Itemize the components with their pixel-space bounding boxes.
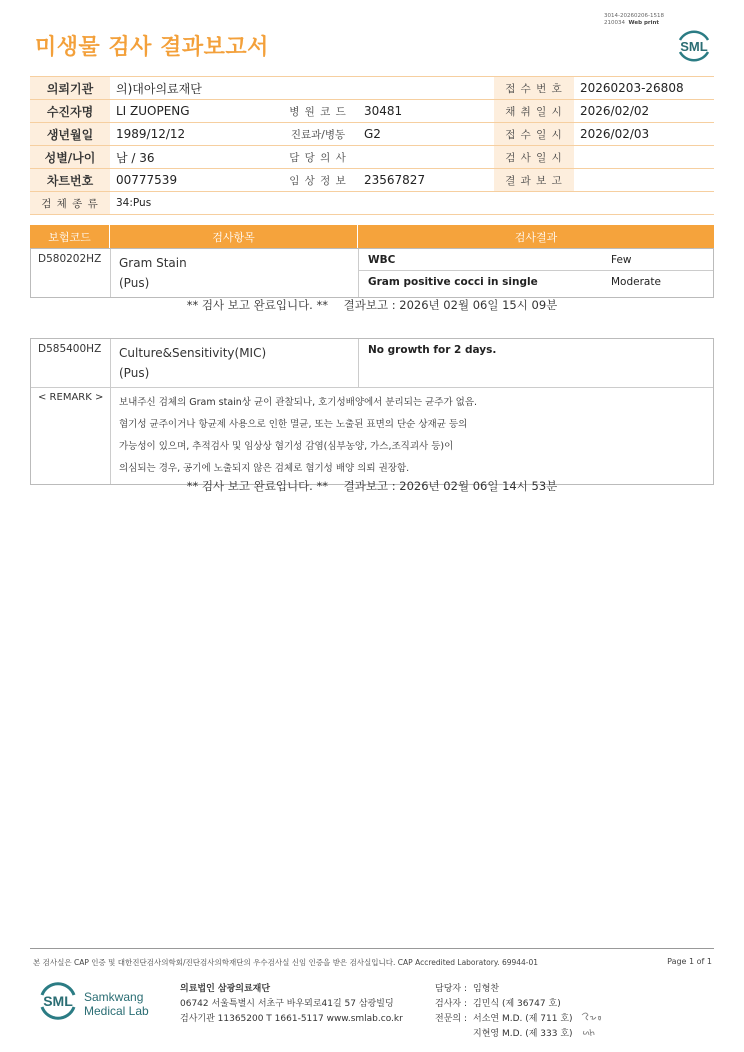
test-results xyxy=(359,339,713,387)
result-line xyxy=(359,271,713,293)
staff-value: 지현영 M.D. (제 333 호) xyxy=(473,1029,573,1039)
org-name-en xyxy=(84,990,149,1018)
sml-footer-logo-icon xyxy=(37,980,79,1020)
label-receipt-no: 접 수 번 호 xyxy=(494,77,574,100)
remark-line: 의심되는 경우, 공기에 노출되지 않은 검체로 혐기성 배양 의뢰 권장함. xyxy=(119,463,410,474)
value-collection-date: 2026/02/02 xyxy=(574,100,714,123)
test-code: D580202HZ xyxy=(31,249,111,297)
org-info xyxy=(180,982,403,1027)
test-item-name: Gram Stain xyxy=(119,256,187,270)
value-receipt-no: 20260203-26808 xyxy=(574,77,714,100)
test-block-gram-stain xyxy=(30,248,714,298)
value-chart-no: 00777539 xyxy=(110,169,278,192)
accreditation-note: 본 검사실은 CAP 인증 및 대한진단검사의학회/진단검사의학재단의 우수검사실 신임 인증을 받은 검사실입니다. CAP Accredited Laboratory. 69944-01 xyxy=(33,958,539,967)
test-block-culture xyxy=(30,338,714,485)
top-logo-text: SML xyxy=(680,39,708,54)
org-name-line2: Medical Lab xyxy=(84,1004,149,1018)
staff-list xyxy=(427,982,573,1042)
test-item-specimen: (Pus) xyxy=(119,276,150,290)
label-clinical-info: 임 상 정 보 xyxy=(278,169,358,192)
value-specimen-type: 34:Pus xyxy=(110,192,714,215)
result-value: Moderate xyxy=(611,276,661,288)
print-id xyxy=(604,13,664,27)
staff-value: 임형찬 xyxy=(473,984,500,994)
test-item-specimen: (Pus) xyxy=(119,366,150,380)
label-collection-date: 채 취 일 시 xyxy=(494,100,574,123)
result-name: WBC xyxy=(368,253,396,266)
label-sex-age: 성별/나이 xyxy=(30,146,110,169)
report-complete-line xyxy=(0,297,744,313)
org-address: 06742 서울특별시 서초구 바우뫼로41길 57 삼광빌딩 xyxy=(180,999,394,1009)
org-name-line1: Samkwang xyxy=(84,990,144,1004)
remark-row xyxy=(31,387,713,484)
patient-info-table xyxy=(30,76,714,215)
label-test-date: 검 사 일 시 xyxy=(494,146,574,169)
result-line xyxy=(359,249,713,271)
result-name: Gram positive cocci in single xyxy=(368,276,538,288)
report-time: 결과보고 : 2026년 02월 06일 15시 09분 xyxy=(343,298,558,312)
value-hospital-code: 30481 xyxy=(358,100,494,123)
value-receipt-date: 2026/02/03 xyxy=(574,123,714,146)
value-sex-age: 남 / 36 xyxy=(110,146,278,169)
handwritten-signature xyxy=(578,1009,608,1039)
print-code-2: 210034 xyxy=(604,20,625,26)
test-item xyxy=(111,339,359,387)
test-code: D585400HZ xyxy=(31,339,111,387)
result-value: Few xyxy=(611,253,632,266)
footer-logo-text: SML xyxy=(43,993,73,1009)
header-insurance-code: 보험코드 xyxy=(30,225,110,248)
remark-line: 가능성이 있으며, 추적검사 및 임상상 혐기성 감염(심부농양, 가스,조직괴사 등)이 xyxy=(119,441,454,452)
staff-row xyxy=(427,982,573,997)
org-contact: 검사기관 11365200 T 1661-5117 www.smlab.co.kr xyxy=(180,1014,403,1024)
header-test-result: 검사결과 xyxy=(514,230,558,244)
footer-divider xyxy=(30,948,714,949)
label-specimen-type: 검 체 종 류 xyxy=(30,192,110,215)
remark-text xyxy=(111,388,713,484)
print-code-1: 3014-20260206-1518 xyxy=(604,13,664,19)
staff-label: 담당자 : xyxy=(435,984,467,994)
remark-line: 혐기성 균주이거나 항균제 사용으로 인한 멸균, 또는 노출된 표면의 단순 상재균 등의 xyxy=(119,419,468,430)
value-requester: 의)대아의료재단 xyxy=(110,77,494,100)
label-result-report: 결 과 보 고 xyxy=(494,169,574,192)
value-birth-date: 1989/12/12 xyxy=(110,123,278,146)
report-complete-text: ** 검사 보고 완료입니다. ** xyxy=(186,298,328,312)
staff-value: 서소연 M.D. (제 711 호) xyxy=(473,1014,573,1024)
staff-row xyxy=(427,997,573,1012)
table-row xyxy=(31,249,713,297)
test-item-name: Culture&Sensitivity(MIC) xyxy=(119,346,267,360)
report-title: 미생물 검사 결과보고서 xyxy=(35,35,269,60)
label-receipt-date: 접 수 일 시 xyxy=(494,123,574,146)
label-department: 진료과/병동 xyxy=(278,123,358,146)
report-complete-line xyxy=(0,478,744,494)
value-patient-name: LI ZUOPENG xyxy=(110,100,278,123)
label-chart-no: 차트번호 xyxy=(30,169,110,192)
staff-row xyxy=(427,1027,573,1042)
header-test-item: 검사항목 xyxy=(110,225,358,248)
label-requester: 의뢰기관 xyxy=(30,77,110,100)
report-complete-text: ** 검사 보고 완료입니다. ** xyxy=(186,479,328,493)
staff-label xyxy=(427,1027,467,1042)
test-item xyxy=(111,249,359,297)
remark-line: 보내주신 검체의 Gram stain상 균이 관찰되나, 호기성배양에서 분리되는 균주가 없음. xyxy=(119,397,478,408)
label-hospital-code: 병 원 코 드 xyxy=(278,100,358,123)
corp-name: 의료법인 삼광의료재단 xyxy=(180,984,271,994)
test-results xyxy=(359,249,713,297)
report-time: 결과보고 : 2026년 02월 06일 14시 53분 xyxy=(343,479,558,493)
staff-label: 전문의 : xyxy=(435,1014,467,1024)
value-result-report xyxy=(574,169,714,192)
results-header xyxy=(30,225,714,248)
value-clinical-info: 23567827 xyxy=(358,169,494,192)
value-test-date xyxy=(574,146,714,169)
label-patient-name: 수진자명 xyxy=(30,100,110,123)
value-doctor xyxy=(358,146,494,169)
remark-label: < REMARK > xyxy=(31,388,111,484)
staff-row xyxy=(427,1012,573,1027)
staff-label: 검사자 : xyxy=(435,999,467,1009)
result-value: No growth for 2 days. xyxy=(368,344,497,356)
staff-value: 김민식 (제 36747 호) xyxy=(473,999,561,1009)
table-row xyxy=(31,339,713,387)
page-number: Page 1 of 1 xyxy=(667,957,712,966)
print-label: Web print xyxy=(628,20,660,26)
sml-logo-icon xyxy=(674,26,714,64)
value-department: G2 xyxy=(358,123,494,146)
label-doctor: 담 당 의 사 xyxy=(278,146,358,169)
label-birth-date: 생년월일 xyxy=(30,123,110,146)
